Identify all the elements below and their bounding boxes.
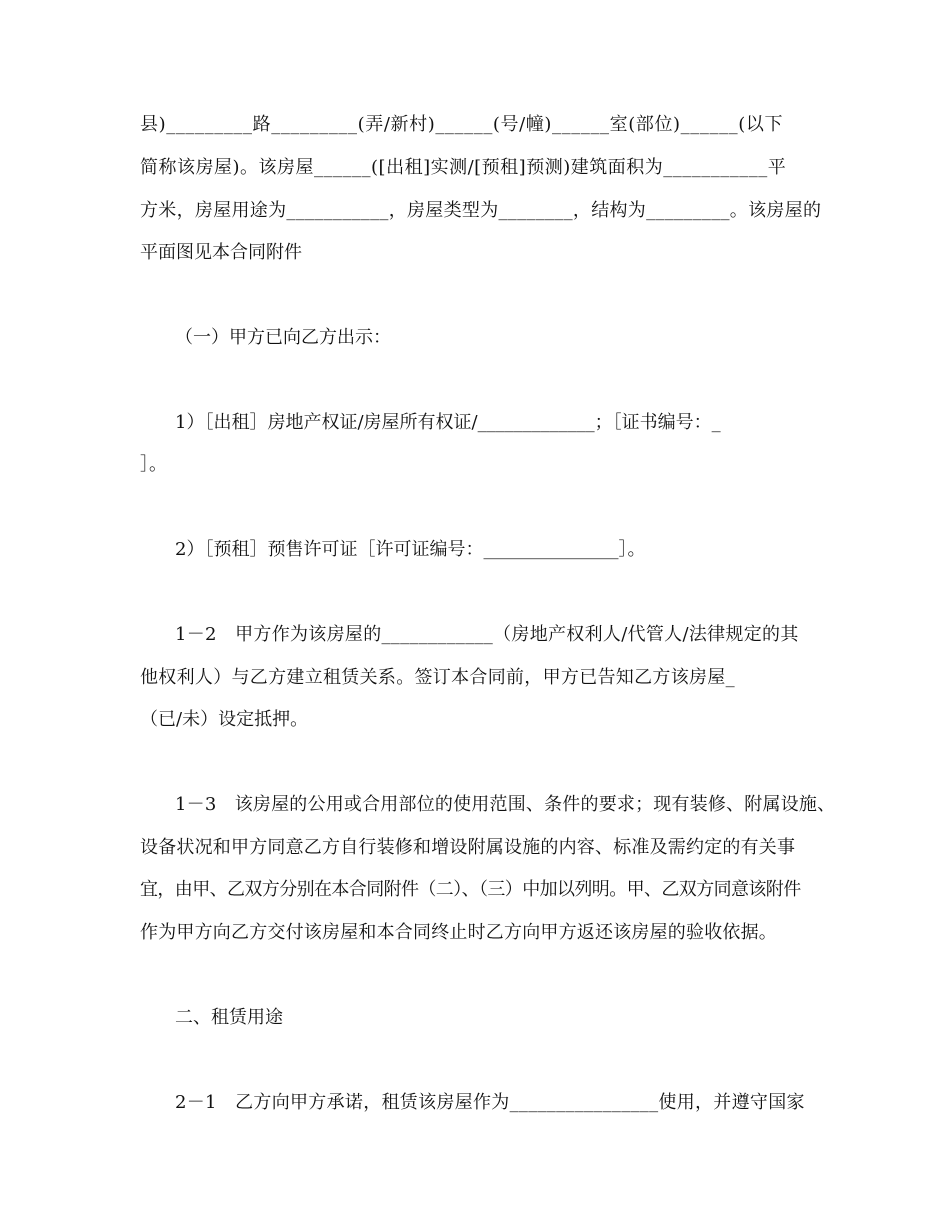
clause-1-2-line-2: 他权利人）与乙方建立租赁关系。签订本合同前，甲方已告知乙方该房屋_	[140, 667, 735, 688]
item-1-line-1: 1）［出租］房地产权证/房屋所有权证/_____________；［证书编号：_	[175, 412, 721, 433]
item-1-line-2: ］。	[140, 454, 167, 475]
paragraph-1-line-4: 平面图见本合同附件	[140, 242, 302, 263]
section-2-heading: 二、租赁用途	[175, 1007, 283, 1028]
clause-1-3-line-1: 1－3 该房屋的公用或合用部位的使用范围、条件的要求；现有装修、附属设施、	[175, 794, 836, 815]
paragraph-1-line-3: 方米，房屋用途为___________，房屋类型为________，结构为_________。该房屋的	[140, 200, 822, 221]
clause-1-3-line-3: 宜，由甲、乙双方分别在本合同附件（二）、（三）中加以列明。甲、乙双方同意该附件	[140, 879, 801, 900]
section-1-1-heading: （一）甲方已向乙方出示：	[175, 327, 391, 348]
paragraph-1-line-2: 简称该房屋)。该房屋______([出租]实测/[预租]预测)建筑面积为___________平	[140, 157, 787, 178]
clause-1-2-line-3: （已/未）设定抵押。	[140, 709, 309, 730]
clause-1-2-line-1: 1－2 甲方作为该房屋的____________（房地产权利人/代管人/法律规定的其	[175, 624, 799, 645]
clause-2-1-line-1: 2－1 乙方向甲方承诺，租赁该房屋作为________________使用，并遵守国家	[175, 1092, 805, 1113]
clause-1-3-line-4: 作为甲方向乙方交付该房屋和本合同终止时乙方向甲方返还该房屋的验收依据。	[140, 922, 777, 943]
item-2: 2）［预租］预售许可证［许可证编号：_______________］。	[175, 539, 646, 560]
paragraph-1-line-1: 县)_________路_________(弄/新村)______(号/幢)______室(部位)______(以下	[140, 114, 784, 135]
clause-1-3-line-2: 设备状况和甲方同意乙方自行装修和增设附属设施的内容、标准及需约定的有关事	[140, 837, 796, 858]
